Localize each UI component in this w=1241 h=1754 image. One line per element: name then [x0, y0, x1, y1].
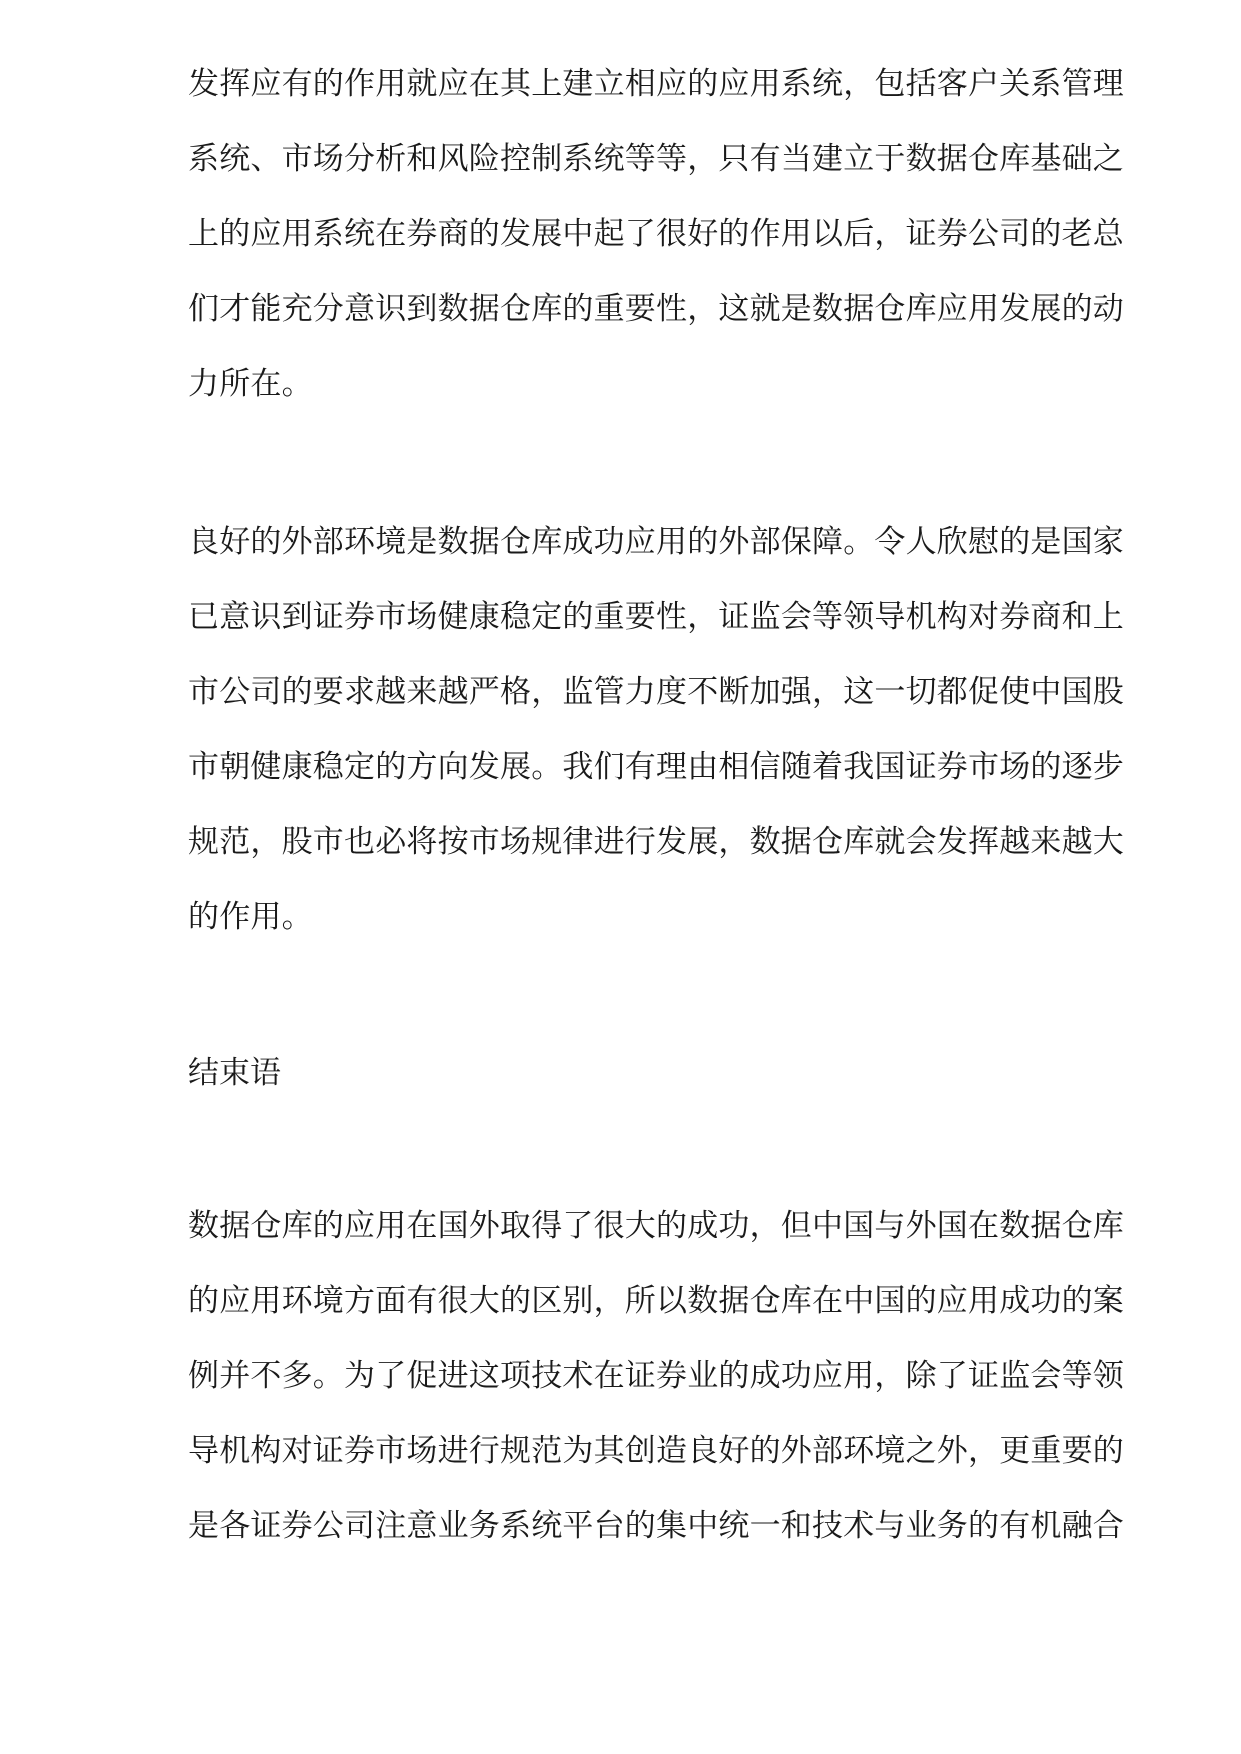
paragraph-line: 的应用环境方面有很大的区别，所以数据仓库在中国的应用成功的案 — [188, 1283, 1124, 1319]
paragraph-line: 例并不多。为了促进这项技术在证券业的成功应用，除了证监会等领 — [188, 1358, 1124, 1394]
paragraph-line: 们才能充分意识到数据仓库的重要性，这就是数据仓库应用发展的动 — [188, 291, 1124, 327]
paragraph-line: 上的应用系统在券商的发展中起了很好的作用以后，证券公司的老总 — [188, 216, 1124, 252]
paragraph-line: 发挥应有的作用就应在其上建立相应的应用系统，包括客户关系管理 — [188, 66, 1124, 102]
section-heading: 结束语 — [188, 1055, 281, 1091]
paragraph-line: 规范，股市也必将按市场规律进行发展，数据仓库就会发挥越来越大 — [188, 824, 1124, 860]
paragraph-line: 市公司的要求越来越严格，监管力度不断加强，这一切都促使中国股 — [188, 674, 1124, 710]
paragraph-line: 力所在。 — [188, 366, 313, 402]
paragraph-line: 已意识到证券市场健康稳定的重要性，证监会等领导机构对券商和上 — [188, 599, 1124, 635]
paragraph-line: 良好的外部环境是数据仓库成功应用的外部保障。令人欣慰的是国家 — [188, 524, 1124, 560]
paragraph-line: 系统、市场分析和风险控制系统等等，只有当建立于数据仓库基础之 — [188, 141, 1124, 177]
paragraph-line: 数据仓库的应用在国外取得了很大的成功，但中国与外国在数据仓库 — [188, 1208, 1124, 1244]
paragraph-line: 是各证券公司注意业务系统平台的集中统一和技术与业务的有机融合 — [188, 1508, 1124, 1544]
paragraph-line: 的作用。 — [188, 899, 313, 935]
paragraph-line: 市朝健康稳定的方向发展。我们有理由相信随着我国证券市场的逐步 — [188, 749, 1124, 785]
paragraph-line: 导机构对证券市场进行规范为其创造良好的外部环境之外，更重要的 — [188, 1433, 1124, 1469]
